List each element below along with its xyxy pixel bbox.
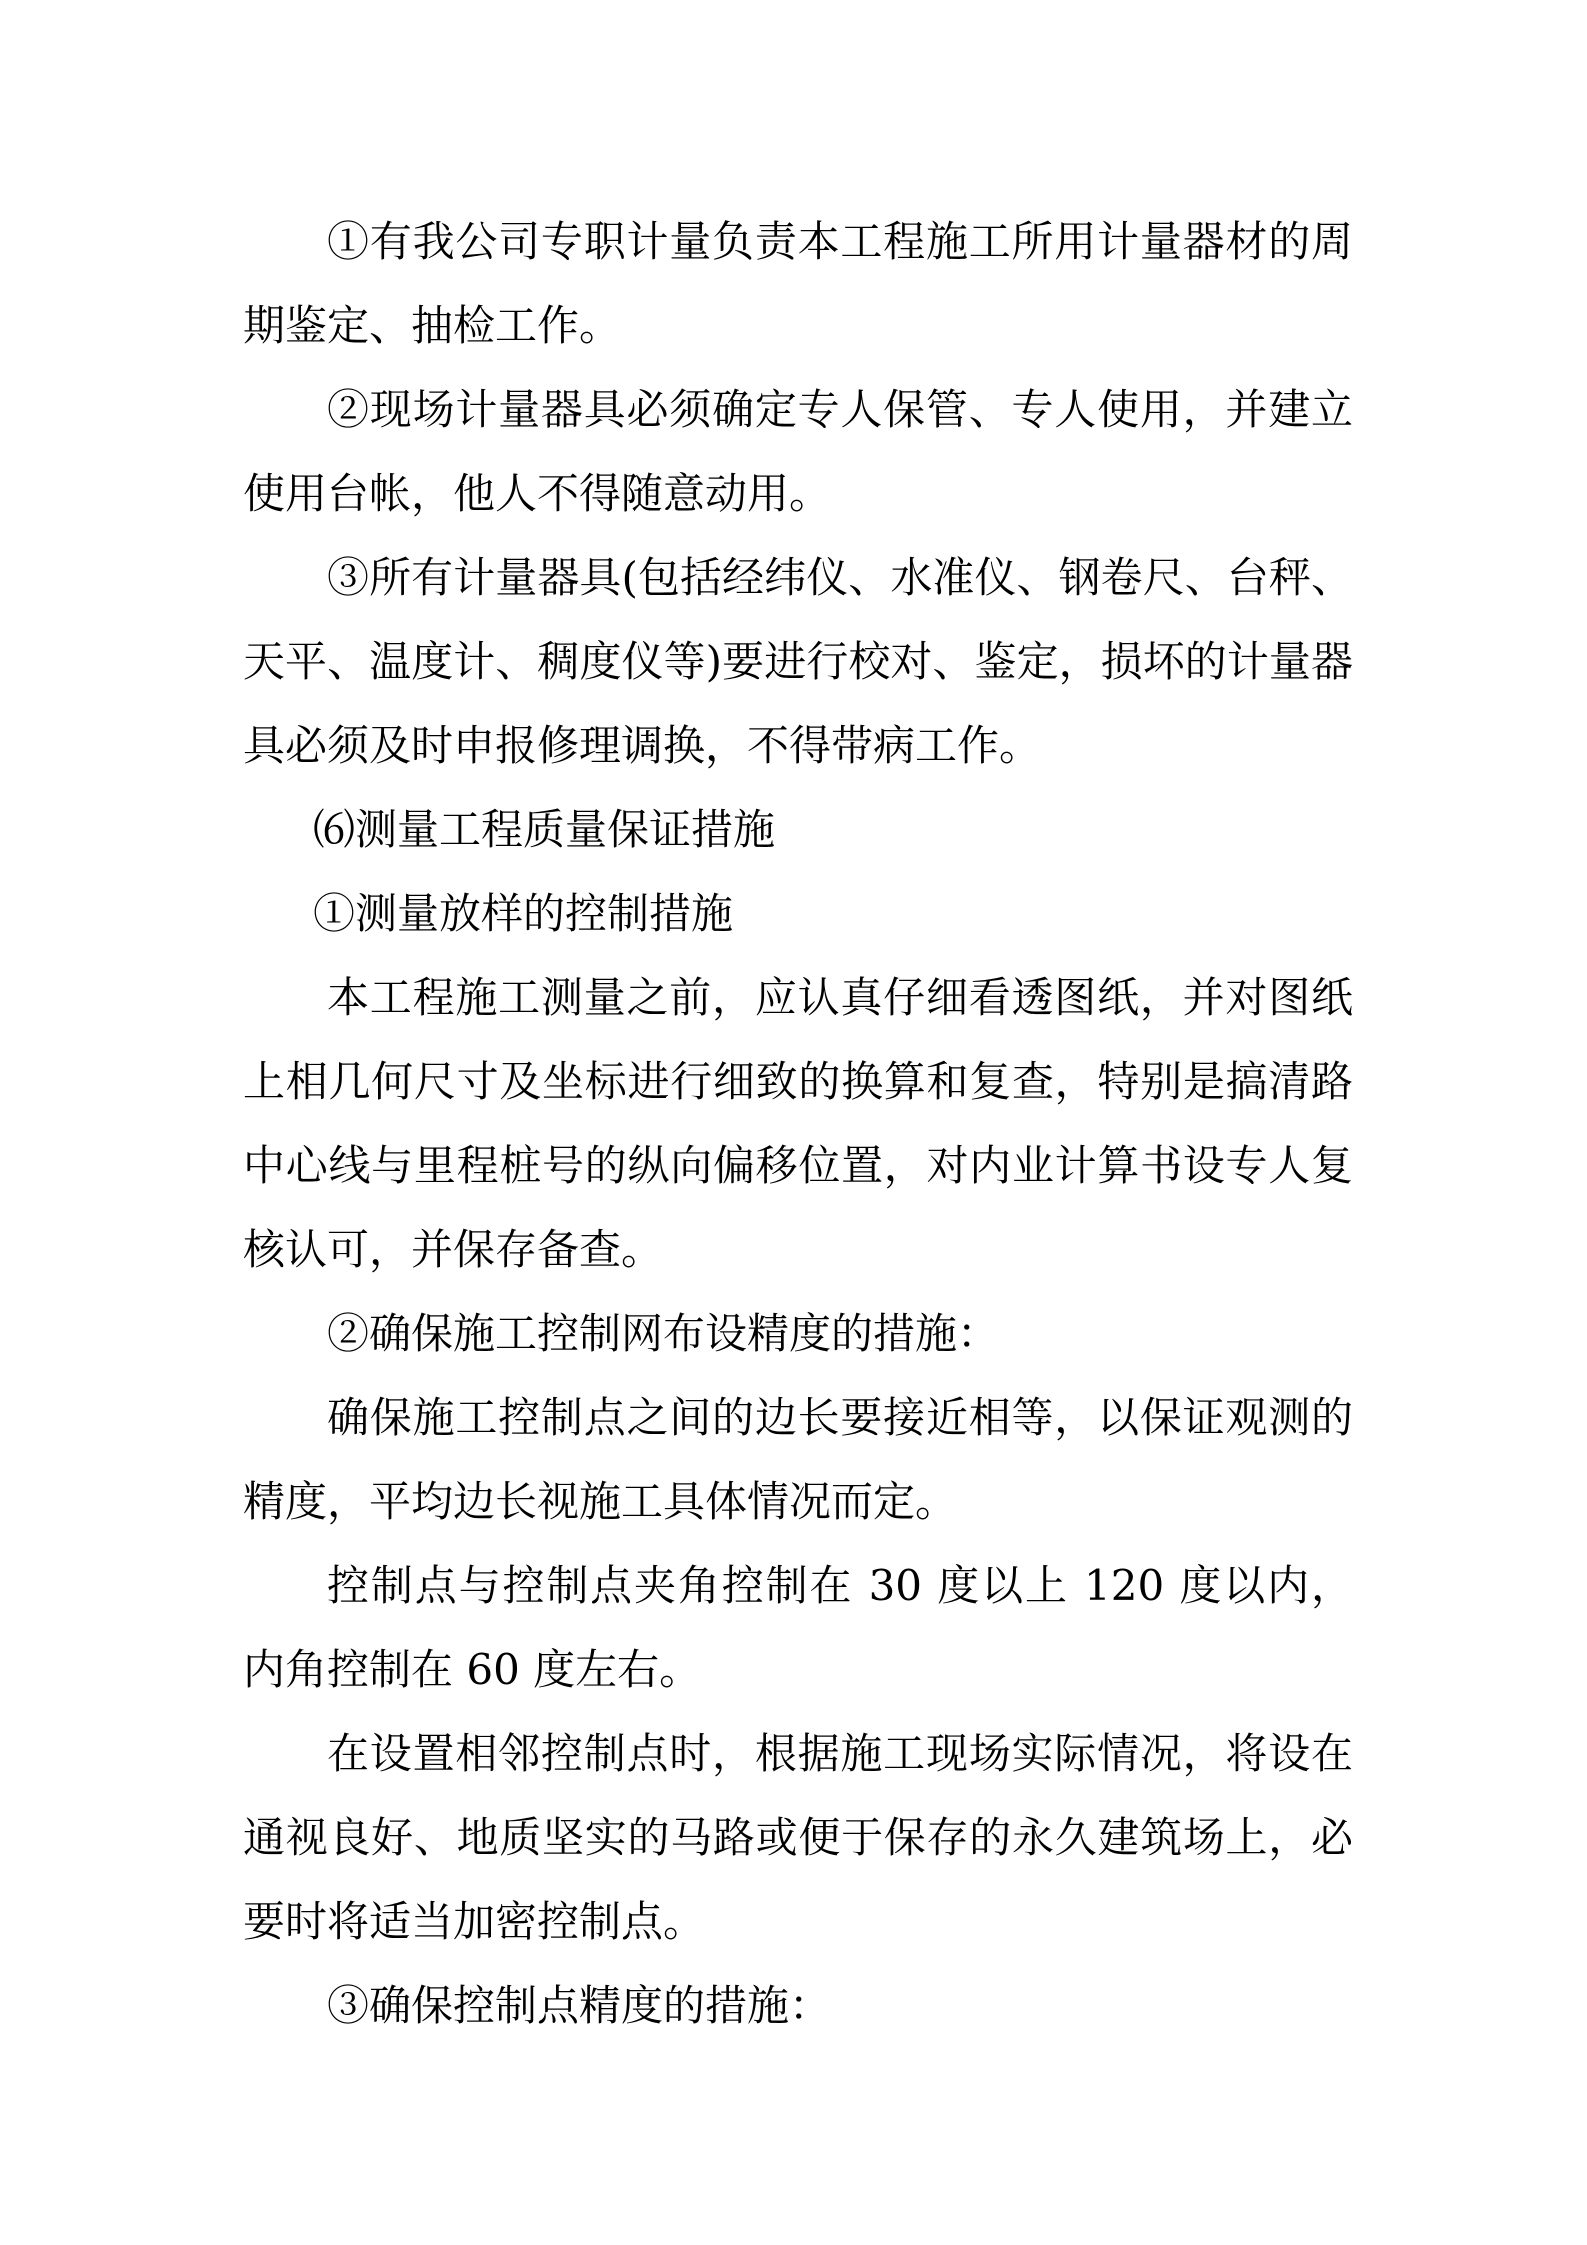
paragraph-metering-calibration: ③所有计量器具(包括经纬仪、水准仪、钢卷尺、台秤、天平、温度计、稠度仪等)要进行校对、鉴定，损坏的计量器具必须及时申报修理调换，不得带病工作。 (243, 553, 1353, 770)
document-page (243, 200, 1353, 2048)
subheading-layout-control: ①测量放样的控制措施 (313, 889, 734, 938)
subheading-network-precision: ②确保施工控制网布设精度的措施： (327, 1309, 1000, 1358)
paragraph-angle-control: 控制点与控制点夹角控制在 30 度以上 120 度以内，内角控制在 60 度左右。 (243, 1561, 1353, 1694)
subheading-control-point-precision: ③确保控制点精度的措施： (327, 1981, 832, 2030)
paragraph-metering-custody: ②现场计量器具必须确定专人保管、专人使用，并建立使用台帐，他人不得随意动用。 (243, 385, 1353, 518)
section-heading-survey-quality: ⑹测量工程质量保证措施 (313, 805, 776, 854)
paragraph-metering-verification: ①有我公司专职计量负责本工程施工所用计量器材的周期鉴定、抽检工作。 (243, 217, 1353, 350)
paragraph-edge-length: 确保施工控制点之间的边长要接近相等，以保证观测的精度，平均边长视施工具体情况而定。 (243, 1393, 1353, 1526)
paragraph-control-point-placement: 在设置相邻控制点时，根据施工现场实际情况，将设在通视良好、地质坚实的马路或便于保存的永久建筑场上，必要时将适当加密控制点。 (243, 1729, 1353, 1946)
paragraph-layout-control: 本工程施工测量之前，应认真仔细看透图纸，并对图纸上相几何尺寸及坐标进行细致的换算和复查，特别是搞清路中心线与里程桩号的纵向偏移位置，对内业计算书设专人复核认可，并保存备查。 (243, 973, 1353, 1274)
